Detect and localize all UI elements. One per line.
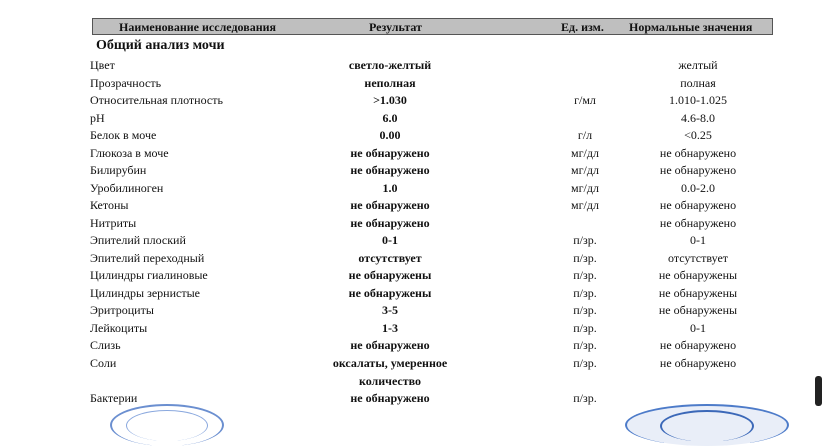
row-unit: мг/дл xyxy=(571,145,599,160)
row-normal: не обнаружено xyxy=(659,215,737,230)
header-unit: Ед. изм. xyxy=(561,20,604,34)
row-normal: не обнаружено xyxy=(659,198,737,212)
row-normal: не обнаружено xyxy=(659,338,737,352)
row-result: не обнаружено xyxy=(350,391,430,405)
table-row xyxy=(0,267,828,284)
row-unit: п/зр. xyxy=(573,303,597,317)
row-name: Кетоны xyxy=(90,198,129,212)
row-unit: п/зр. xyxy=(573,250,597,265)
header-result: Результат xyxy=(369,20,423,34)
row-unit: г/л xyxy=(577,128,593,142)
row-name: Лейкоциты xyxy=(90,320,148,335)
row-unit: г/мл xyxy=(574,93,596,107)
row-name: Бактерии xyxy=(90,391,138,405)
row-result: отсутствует xyxy=(358,250,422,265)
row-result: 6.0 xyxy=(382,110,398,125)
table-row xyxy=(0,162,828,179)
row-name: Слизь xyxy=(90,338,121,352)
table-row xyxy=(0,92,828,109)
row-normal: 4.6-8.0 xyxy=(681,110,715,125)
row-result: неполная xyxy=(364,75,416,90)
scroll-indicator[interactable] xyxy=(815,376,822,406)
row-name: Относительная плотность xyxy=(90,93,223,107)
row-unit: п/зр. xyxy=(573,285,597,300)
table-row xyxy=(0,75,828,92)
row-result: светло-желтый xyxy=(348,58,432,72)
row-name: Уробилиноген xyxy=(90,180,164,195)
row-name: Цвет xyxy=(90,58,115,72)
row-unit: п/зр. xyxy=(573,355,597,370)
row-normal: не обнаружены xyxy=(658,303,738,317)
table-row xyxy=(0,180,828,197)
header-name: Наименование исследования xyxy=(119,20,277,34)
row-result: не обнаружено xyxy=(350,198,430,212)
row-normal: не обнаружено xyxy=(659,145,737,160)
table-row xyxy=(0,355,828,372)
row-normal: не обнаружены xyxy=(658,268,738,282)
row-normal: не обнаружено xyxy=(659,163,737,177)
table-row xyxy=(0,337,828,354)
table-row xyxy=(0,285,828,302)
row-normal: <0.25 xyxy=(684,128,712,142)
row-unit: мг/дл xyxy=(571,163,599,177)
row-normal: не обнаружены xyxy=(658,285,738,300)
table-row xyxy=(0,127,828,144)
row-result: не обнаружено xyxy=(350,163,430,177)
table-row xyxy=(0,232,828,249)
row-normal: 0.0-2.0 xyxy=(681,180,715,195)
row-normal: 0-1 xyxy=(690,233,706,247)
table-row xyxy=(0,145,828,162)
table-row xyxy=(0,250,828,267)
row-name: Соли xyxy=(90,355,117,370)
table-row xyxy=(0,197,828,214)
row-result: не обнаружено xyxy=(350,215,430,230)
salts-result-continuation: количество xyxy=(358,374,422,388)
row-name: Цилиндры гиалиновые xyxy=(90,268,208,282)
row-name: Цилиндры зернистые xyxy=(90,285,200,300)
table-header xyxy=(92,18,773,35)
row-result: 0.00 xyxy=(379,128,401,142)
row-unit: п/зр. xyxy=(573,320,597,335)
row-result: 3-5 xyxy=(382,303,398,317)
row-unit: п/зр. xyxy=(573,391,597,405)
row-normal: желтый xyxy=(678,58,718,72)
row-unit: п/зр. xyxy=(573,268,597,282)
row-name: Белок в моче xyxy=(90,128,157,142)
row-normal: не обнаружено xyxy=(659,355,737,370)
row-name: Глюкоза в моче xyxy=(90,145,169,160)
table-row xyxy=(0,320,828,337)
row-normal: полная xyxy=(680,75,716,90)
row-name: pH xyxy=(90,110,105,125)
row-name: Эпителий плоский xyxy=(90,233,186,247)
row-normal: отсутствует xyxy=(667,250,729,265)
row-unit: п/зр. xyxy=(573,233,597,247)
row-name: Нитриты xyxy=(90,215,137,230)
row-name: Билирубин xyxy=(90,163,147,177)
header-normal: Нормальные значения xyxy=(629,20,753,34)
row-result: не обнаружены xyxy=(348,285,432,300)
row-unit: п/зр. xyxy=(573,338,597,352)
row-unit: мг/дл xyxy=(571,180,599,195)
section-title: Общий анализ мочи xyxy=(96,38,225,53)
row-result: оксалаты, умеренное xyxy=(332,355,448,370)
row-name: Прозрачность xyxy=(90,75,162,90)
stamp-right-inner-ring xyxy=(660,410,754,442)
row-result: 1.0 xyxy=(382,180,398,195)
table-row xyxy=(0,302,828,319)
row-result: не обнаружено xyxy=(350,145,430,160)
row-normal: 1.010-1.025 xyxy=(669,93,727,107)
row-result: 1-3 xyxy=(382,320,398,335)
table-row xyxy=(0,57,828,74)
table-row xyxy=(0,215,828,232)
row-normal: 0-1 xyxy=(690,320,706,335)
stamp-left-inner-ring xyxy=(126,410,208,441)
table-row xyxy=(0,110,828,127)
row-unit: мг/дл xyxy=(571,198,599,212)
row-result: >1.030 xyxy=(373,93,407,107)
row-result: не обнаружены xyxy=(348,268,432,282)
row-result: 0-1 xyxy=(382,233,398,247)
row-name: Эритроциты xyxy=(90,303,154,317)
row-result: не обнаружено xyxy=(350,338,430,352)
row-name: Эпителий переходный xyxy=(90,250,205,265)
